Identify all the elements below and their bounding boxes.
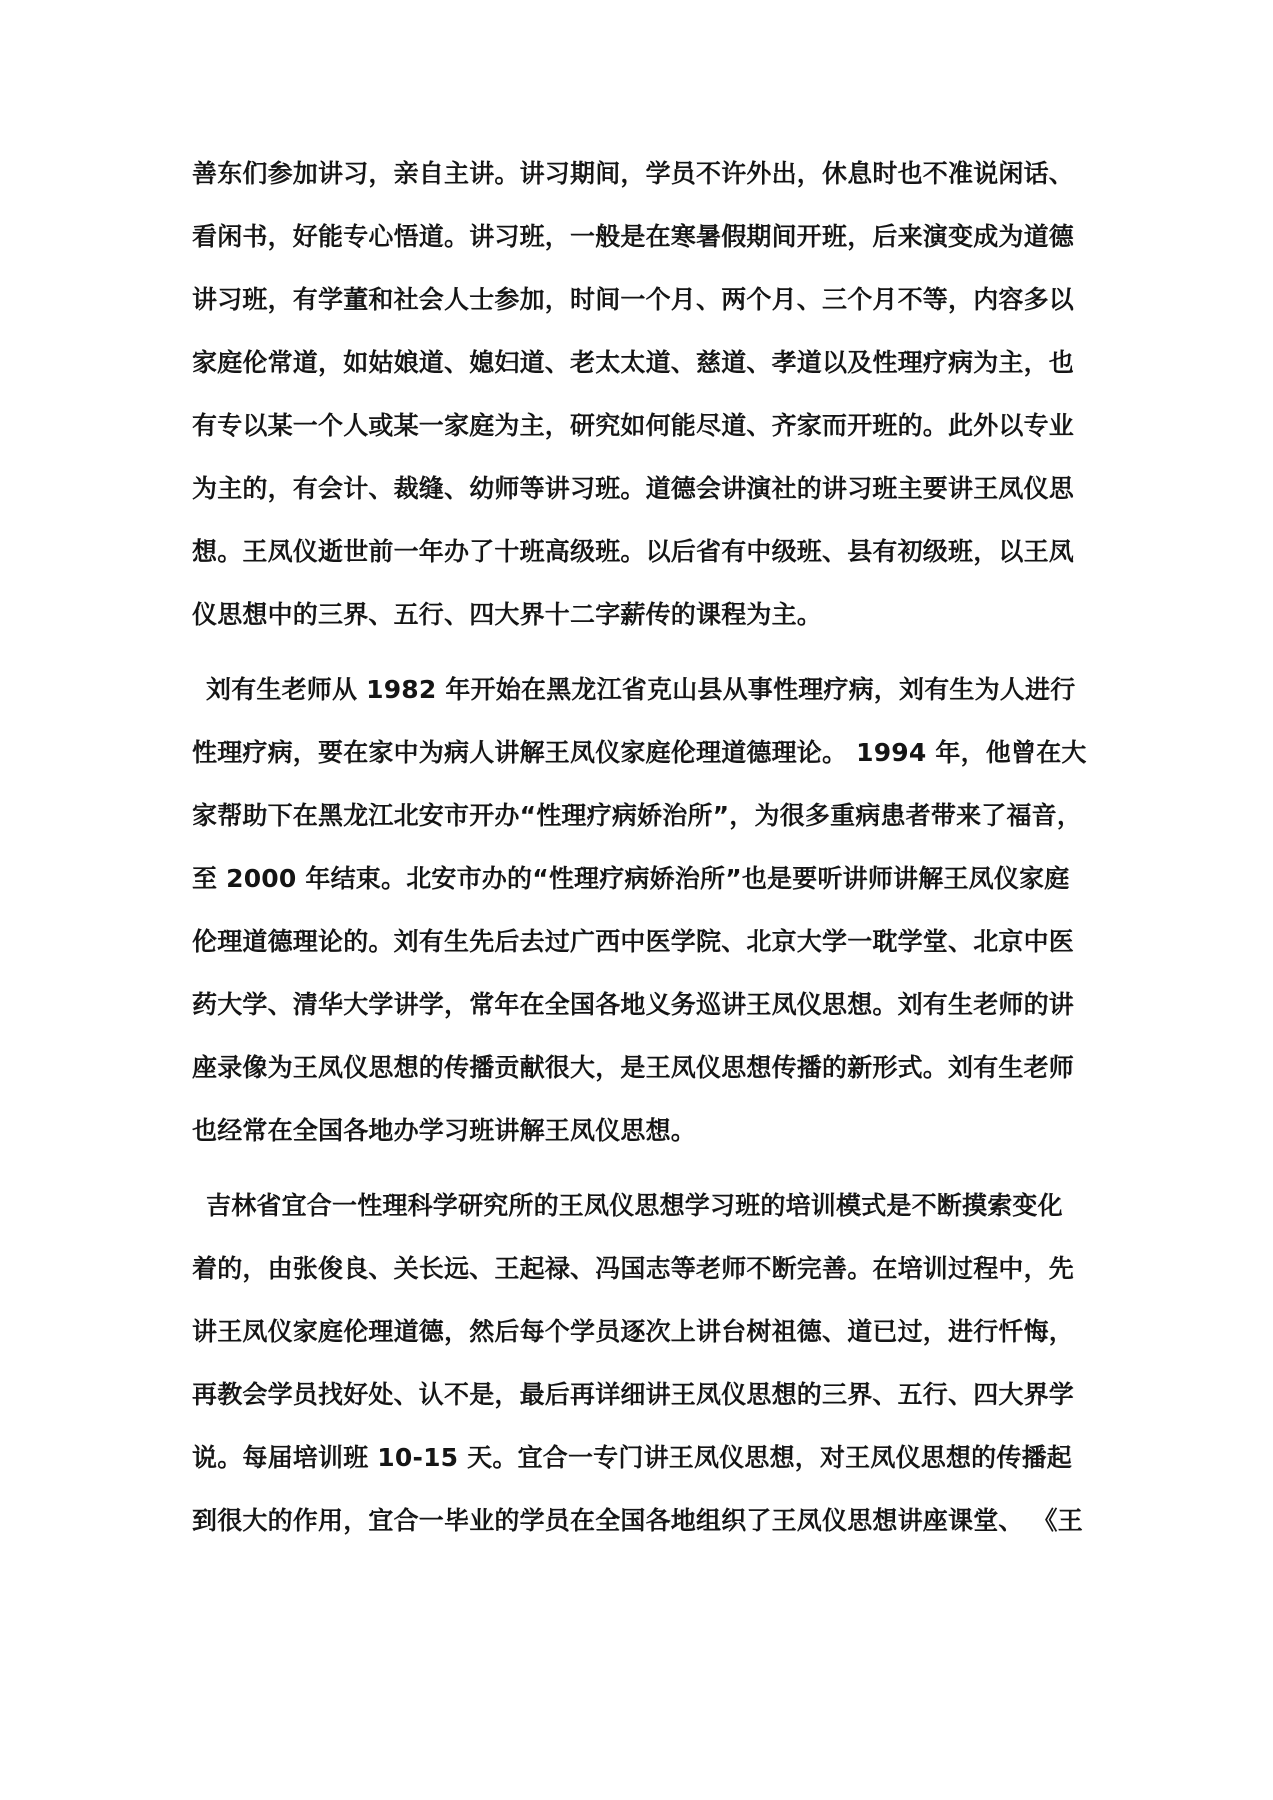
text-line: 家庭伦常道，如姑娘道、媳妇道、老太太道、慈道、孝道以及性理疗病为主，也 [192, 348, 1075, 377]
text-line: 讲习班，有学董和社会人士参加，时间一个月、两个月、三个月不等，内容多以 [192, 285, 1075, 314]
text-line: 座录像为王凤仪思想的传播贡献很大，是王凤仪思想传播的新形式。刘有生老师 [192, 1053, 1075, 1082]
text-line: 伦理道德理论的。刘有生先后去过广西中医学院、北京大学一耽学堂、北京中医 [192, 927, 1075, 956]
paragraph-2 [192, 658, 1102, 1162]
paragraph-1 [192, 142, 1102, 646]
paragraph-spacer [192, 646, 1102, 658]
text-line: 也经常在全国各地办学习班讲解王凤仪思想。 [192, 1116, 697, 1145]
text-line: 看闲书，好能专心悟道。讲习班，一般是在寒暑假期间开班，后来演变成为道德 [192, 222, 1075, 251]
text-line: 家帮助下在黑龙江北安市开办“性理疗病娇治所”，为很多重病患者带来了福音， [192, 801, 1083, 830]
text-line: 想。王凤仪逝世前一年办了十班高级班。以后省有中级班、县有初级班，以王凤 [192, 537, 1075, 566]
text-line: 药大学、清华大学讲学，常年在全国各地义务巡讲王凤仪思想。刘有生老师的讲 [192, 990, 1075, 1019]
document-body [192, 142, 1102, 1552]
text-line: 到很大的作用，宜合一毕业的学员在全国各地组织了王凤仪思想讲座课堂、 《王 [192, 1506, 1083, 1535]
text-line: 仪思想中的三界、五行、四大界十二字薪传的课程为主。 [192, 600, 823, 629]
text-line: 讲王凤仪家庭伦理道德，然后每个学员逐次上讲台树祖德、道已过，进行忏悔， [192, 1317, 1075, 1346]
text-line: 善东们参加讲习，亲自主讲。讲习期间，学员不许外出，休息时也不准说闲话、 [192, 159, 1075, 188]
paragraph-3 [192, 1174, 1102, 1552]
text-line: 至 2000 年结束。北安市办的“性理疗病娇治所”也是要听讲师讲解王凤仪家庭 [192, 864, 1070, 893]
text-line: 性理疗病，要在家中为病人讲解王凤仪家庭伦理道德理论。 1994 年，他曾在大 [192, 738, 1087, 767]
text-line: 有专以某一个人或某一家庭为主，研究如何能尽道、齐家而开班的。此外以专业 [192, 411, 1075, 440]
text-line: 为主的，有会计、裁缝、幼师等讲习班。道德会讲演社的讲习班主要讲王凤仪思 [192, 474, 1075, 503]
text-line: 吉林省宜合一性理科学研究所的王凤仪思想学习班的培训模式是不断摸索变化 [206, 1191, 1063, 1220]
text-line: 说。每届培训班 10-15 天。宜合一专门讲王凤仪思想，对王凤仪思想的传播起 [192, 1443, 1072, 1472]
paragraph-spacer [192, 1162, 1102, 1174]
text-line: 再教会学员找好处、认不是，最后再详细讲王凤仪思想的三界、五行、四大界学 [192, 1380, 1075, 1409]
text-line: 着的，由张俊良、关长远、王起禄、冯国志等老师不断完善。在培训过程中，先 [192, 1254, 1075, 1283]
text-line: 刘有生老师从 1982 年开始在黑龙江省克山县从事性理疗病，刘有生为人进行 [206, 675, 1076, 704]
